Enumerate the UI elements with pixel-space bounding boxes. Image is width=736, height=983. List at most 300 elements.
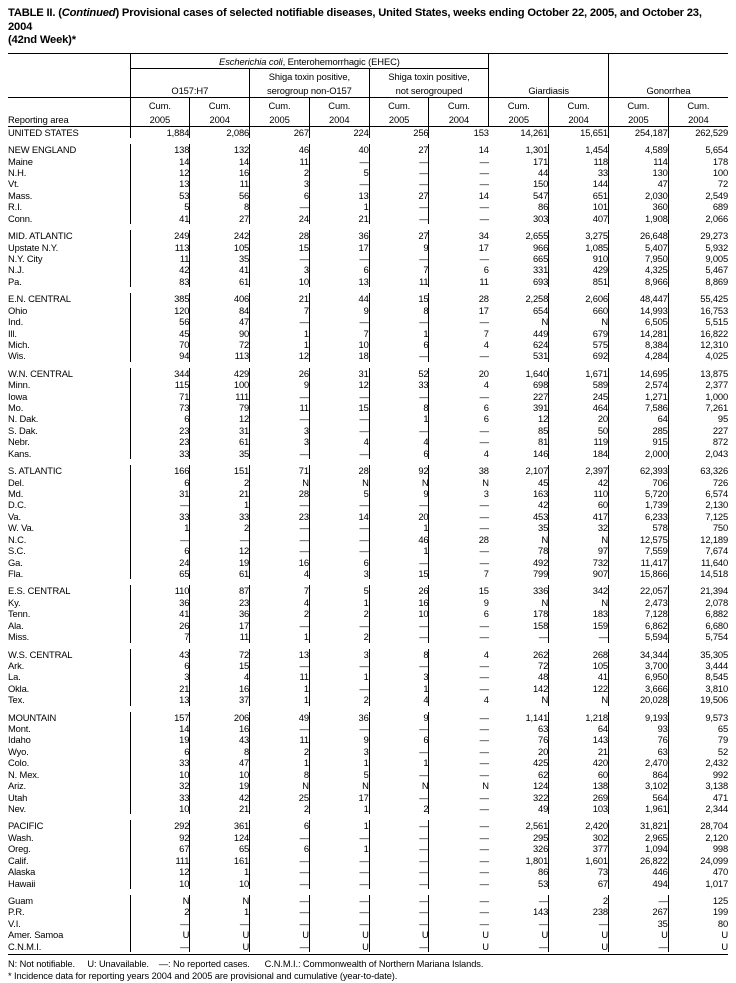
data-cell: 9,005 [668, 253, 728, 264]
row-area-label: Ariz. [8, 780, 27, 792]
row-area-label: N.H. [8, 167, 27, 179]
row-area-label: La. [8, 671, 21, 683]
table-row [8, 534, 728, 545]
data-cell: 1,884 [130, 126, 190, 138]
row-area-label: Vt. [8, 178, 20, 190]
data-cell: 706 [608, 477, 668, 488]
data-cell: 915 [608, 436, 668, 447]
data-cell: 6 [369, 734, 429, 745]
data-cell: 578 [608, 522, 668, 533]
page-title [8, 7, 728, 48]
table-row [8, 723, 728, 734]
table-row [8, 425, 728, 436]
data-cell: 2,258 [525, 293, 549, 305]
data-cell: 6 [429, 402, 489, 413]
row-area-label: Mont. [8, 723, 31, 735]
data-cell: 4 [369, 694, 429, 705]
data-cell: 63 [538, 723, 549, 735]
data-cell: — [309, 425, 369, 436]
data-cell: 15 [309, 402, 369, 413]
data-cell: — [309, 534, 369, 545]
row-area-label: Tenn. [8, 608, 31, 620]
data-cell: 151 [190, 465, 250, 476]
header-year-6: 2004 [429, 112, 489, 127]
table-row [8, 350, 728, 361]
data-cell: 36 [130, 597, 190, 608]
data-cell: 25 [250, 792, 310, 803]
table-row [8, 316, 728, 327]
row-area-label: Mass. [8, 189, 33, 201]
data-cell: — [429, 712, 489, 723]
data-cell: — [429, 757, 489, 768]
data-cell: — [429, 895, 489, 906]
data-cell: 11 [429, 276, 489, 287]
data-cell: 267 [250, 126, 310, 138]
table-row [8, 820, 728, 831]
row-area-label: Alaska [8, 866, 36, 878]
data-cell: 86 [538, 201, 549, 213]
data-cell: 6,950 [608, 671, 668, 682]
data-cell: 44 [538, 167, 549, 179]
data-cell: 302 [549, 832, 609, 843]
data-cell: 8,384 [608, 339, 668, 350]
data-cell: 6 [429, 264, 489, 275]
data-cell: U [250, 929, 310, 940]
data-cell: 14 [130, 723, 190, 734]
data-cell: 1,271 [608, 391, 668, 402]
data-cell: 28,704 [668, 820, 728, 831]
data-cell: 41 [190, 264, 250, 275]
data-cell: U [309, 929, 369, 940]
data-cell: 111 [190, 391, 250, 402]
table-row [8, 499, 728, 510]
data-cell: 10 [130, 769, 190, 780]
data-cell: 11 [369, 276, 429, 287]
data-cell: 9 [429, 597, 489, 608]
title-prefix: TABLE II. ( [8, 7, 62, 19]
data-cell: 224 [309, 126, 369, 138]
table-row [8, 941, 728, 952]
data-cell: 72 [668, 178, 728, 189]
data-cell: 665 [532, 253, 549, 264]
data-cell: 13 [250, 649, 310, 660]
data-cell: 86 [538, 866, 549, 878]
data-cell: 15 [369, 568, 429, 579]
table-row [8, 906, 728, 917]
data-cell: N [541, 596, 549, 608]
data-cell: 33 [130, 511, 190, 522]
data-cell: 1,218 [549, 712, 609, 723]
header-cum-8: Cum. [549, 97, 609, 112]
data-cell: 11 [250, 402, 310, 413]
data-cell: — [369, 895, 429, 906]
data-cell: 693 [532, 275, 549, 287]
data-cell: 13,875 [668, 368, 728, 379]
data-cell: 124 [190, 832, 250, 843]
data-cell: — [369, 557, 429, 568]
data-cell: 1 [369, 328, 429, 339]
table-row [8, 929, 728, 940]
data-cell: — [538, 917, 549, 929]
data-cell: 1,094 [608, 843, 668, 854]
data-cell: 6,574 [668, 488, 728, 499]
data-cell: 726 [668, 477, 728, 488]
data-cell: 6,882 [668, 608, 728, 619]
data-cell: 31 [130, 488, 190, 499]
data-cell: 31,821 [608, 820, 668, 831]
data-cell: 72 [538, 659, 549, 671]
header-year-10: 2004 [668, 112, 728, 127]
data-cell: 3 [309, 568, 369, 579]
row-area-label: Nev. [8, 802, 26, 814]
data-cell: — [429, 620, 489, 631]
data-cell: 654 [532, 304, 549, 316]
data-cell: 31 [309, 368, 369, 379]
data-cell: 2 [369, 803, 429, 814]
data-cell: 4 [429, 694, 489, 705]
data-cell: 28 [429, 534, 489, 545]
data-cell: 23 [130, 425, 190, 436]
table-row [8, 144, 728, 155]
data-cell: 564 [608, 792, 668, 803]
table-row [8, 448, 728, 459]
table-row [8, 379, 728, 390]
row-area-label: Guam [8, 894, 33, 906]
data-cell: 7 [429, 568, 489, 579]
data-cell: 11 [190, 631, 250, 642]
data-cell: 1,141 [525, 711, 549, 723]
data-cell: 79 [668, 734, 728, 745]
data-cell: 110 [549, 488, 609, 499]
data-cell: 36 [309, 230, 369, 241]
row-area-label: Ky. [8, 596, 21, 608]
data-cell: — [309, 253, 369, 264]
data-cell: 62,393 [608, 465, 668, 476]
data-cell: — [369, 832, 429, 843]
data-cell: 20,028 [608, 694, 668, 705]
data-cell: 6 [130, 413, 190, 424]
data-cell: 227 [668, 425, 728, 436]
data-cell: — [309, 660, 369, 671]
data-cell: 32 [130, 780, 190, 791]
data-cell: — [369, 866, 429, 877]
row-area-label: MOUNTAIN [8, 711, 57, 723]
data-cell: 42 [538, 499, 549, 511]
data-cell: 3 [250, 178, 310, 189]
data-cell: 2 [190, 477, 250, 488]
data-cell: 21 [190, 803, 250, 814]
data-cell: 21 [190, 488, 250, 499]
data-cell: 146 [532, 447, 549, 459]
data-cell: 62 [538, 768, 549, 780]
data-cell: 429 [549, 264, 609, 275]
data-cell: 4 [250, 568, 310, 579]
data-cell: 9 [309, 305, 369, 316]
data-cell: 3 [250, 264, 310, 275]
data-cell: 110 [130, 585, 190, 596]
header-cum-6: Cum. [429, 97, 489, 112]
data-cell: 33 [130, 792, 190, 803]
data-cell: 1 [309, 201, 369, 212]
data-cell: 470 [668, 866, 728, 877]
row-area-label: Mo. [8, 402, 24, 414]
data-cell: — [429, 557, 489, 568]
data-cell: U [309, 941, 369, 952]
data-cell: 2 [250, 167, 310, 178]
data-cell: 7 [429, 328, 489, 339]
data-cell: 101 [549, 201, 609, 212]
data-cell: 8 [190, 746, 250, 757]
data-cell: 16 [190, 723, 250, 734]
data-cell: — [429, 878, 489, 889]
data-cell: — [250, 918, 310, 929]
data-cell: 1 [250, 694, 310, 705]
data-cell: 7,674 [668, 545, 728, 556]
data-cell: 2,432 [668, 757, 728, 768]
data-cell: 1,739 [608, 499, 668, 510]
data-cell: 6,862 [608, 620, 668, 631]
data-cell: U [608, 929, 668, 940]
data-cell: 12 [250, 350, 310, 361]
data-cell: N [369, 477, 429, 488]
data-cell: 28 [250, 488, 310, 499]
data-cell: 23 [130, 436, 190, 447]
data-cell: 8,869 [668, 276, 728, 287]
data-cell: 42 [130, 264, 190, 275]
row-area-label: Ind. [8, 316, 24, 328]
header-gonorrhea-line1 [608, 68, 728, 83]
table-row [8, 832, 728, 843]
data-cell: N [309, 477, 369, 488]
data-cell: 53 [130, 190, 190, 201]
data-cell: 13 [309, 190, 369, 201]
data-cell: — [309, 448, 369, 459]
data-cell: 446 [608, 866, 668, 877]
header-cum-1: Cum. [130, 97, 190, 112]
row-area-label: Utah [8, 791, 28, 803]
data-cell: 1 [369, 522, 429, 533]
data-cell: — [429, 734, 489, 745]
data-cell: 1 [369, 757, 429, 768]
footnote-unavailable: U: Unavailable. [87, 959, 149, 970]
data-cell: 14,281 [608, 328, 668, 339]
data-cell: 111 [130, 855, 190, 866]
data-cell: N [250, 780, 310, 791]
data-cell: 183 [549, 608, 609, 619]
data-cell: 851 [549, 276, 609, 287]
data-cell: 19 [130, 734, 190, 745]
header-ehec-group [130, 53, 489, 68]
data-cell: 1,908 [608, 213, 668, 224]
data-cell: 3,102 [608, 780, 668, 791]
header-cum-9: Cum. [608, 97, 668, 112]
data-cell: N [549, 534, 609, 545]
header-cum-5: Cum. [369, 97, 429, 112]
data-cell: 2,030 [608, 190, 668, 201]
data-cell: — [429, 350, 489, 361]
data-cell: 6,680 [668, 620, 728, 631]
data-cell: — [429, 436, 489, 447]
data-cell: 732 [549, 557, 609, 568]
data-cell: 21 [549, 746, 609, 757]
data-cell: 2,470 [608, 757, 668, 768]
data-cell: 12 [130, 167, 190, 178]
data-cell: 26,822 [608, 855, 668, 866]
data-cell: 94 [130, 350, 190, 361]
data-cell: 7,125 [668, 511, 728, 522]
data-cell: — [429, 746, 489, 757]
data-cell: — [369, 792, 429, 803]
data-cell: 21 [250, 293, 310, 304]
data-cell: 2,377 [668, 379, 728, 390]
row-area-label: Nebr. [8, 436, 30, 448]
data-cell: 33 [549, 167, 609, 178]
data-cell: — [369, 723, 429, 734]
data-cell: 120 [130, 305, 190, 316]
data-cell: 37 [190, 694, 250, 705]
data-cell: 1 [309, 757, 369, 768]
data-cell: — [250, 832, 310, 843]
row-area-label: Wyo. [8, 745, 29, 757]
data-cell: — [549, 918, 609, 929]
data-cell: 679 [549, 328, 609, 339]
row-area-label: Ill. [8, 327, 17, 339]
header-nono157-label: serogroup non-O157 [250, 83, 370, 98]
data-cell: U [429, 929, 489, 940]
data-cell: 27 [369, 190, 429, 201]
data-cell: 114 [608, 156, 668, 167]
data-cell: 10 [309, 339, 369, 350]
data-cell: N [429, 477, 489, 488]
data-cell: 407 [549, 213, 609, 224]
data-cell: 53 [538, 877, 549, 889]
data-cell: 5 [309, 488, 369, 499]
data-cell: 80 [668, 918, 728, 929]
data-cell: — [429, 511, 489, 522]
data-cell: N [130, 895, 190, 906]
data-cell: — [369, 425, 429, 436]
data-cell: 6 [429, 608, 489, 619]
data-cell: — [309, 316, 369, 327]
row-area-label: Fla. [8, 567, 24, 579]
data-cell: 2,120 [668, 832, 728, 843]
data-cell: 268 [549, 649, 609, 660]
data-cell: — [429, 723, 489, 734]
data-cell: 2,606 [549, 293, 609, 304]
table-row [8, 465, 728, 476]
data-cell: 1,454 [549, 144, 609, 155]
table-row [8, 792, 728, 803]
data-cell: 73 [549, 866, 609, 877]
data-cell: — [369, 820, 429, 831]
data-cell: 48 [538, 671, 549, 683]
title-suffix: ) Provisional cases of selected notifiable diseases, United States, weeks ending October 22, 2005, and October 23, 2004 [8, 7, 702, 33]
row-area-label: Ohio [8, 304, 28, 316]
row-area-label: Wash. [8, 831, 34, 843]
data-cell: 100 [668, 167, 728, 178]
data-cell: 7 [250, 585, 310, 596]
data-cell: 124 [532, 780, 549, 792]
data-cell: 9 [369, 242, 429, 253]
data-cell: 67 [549, 878, 609, 889]
data-cell: — [250, 723, 310, 734]
table-row [8, 276, 728, 287]
data-cell: N [541, 316, 549, 328]
data-cell: 6 [250, 820, 310, 831]
row-area-label: Md. [8, 488, 24, 500]
data-cell: 285 [608, 425, 668, 436]
data-cell: 575 [549, 339, 609, 350]
data-cell: 429 [190, 368, 250, 379]
data-cell: 10 [369, 608, 429, 619]
data-cell: 64 [549, 723, 609, 734]
data-cell: — [429, 425, 489, 436]
data-cell: 12 [538, 413, 549, 425]
data-cell: — [309, 723, 369, 734]
data-cell: 1 [369, 683, 429, 694]
data-cell: 2,473 [608, 597, 668, 608]
data-cell: 245 [549, 391, 609, 402]
table-row [8, 488, 728, 499]
table-row [8, 843, 728, 854]
data-cell: 60 [549, 769, 609, 780]
data-cell: — [538, 894, 549, 906]
data-cell: 6 [130, 746, 190, 757]
data-cell: 660 [549, 305, 609, 316]
data-cell: 3 [309, 649, 369, 660]
data-cell: 8,545 [668, 671, 728, 682]
data-cell: 3 [429, 488, 489, 499]
row-area-label: V.I. [8, 917, 21, 929]
data-cell: 26,648 [608, 230, 668, 241]
header-row-subgroup-1 [8, 68, 728, 83]
data-cell: N [541, 533, 549, 545]
data-cell: 35 [608, 918, 668, 929]
data-cell: 2 [190, 522, 250, 533]
data-cell: 12 [130, 866, 190, 877]
table-body [8, 126, 728, 952]
data-cell: 38 [429, 465, 489, 476]
data-cell: 5 [309, 769, 369, 780]
data-cell: N [369, 780, 429, 791]
data-cell: — [369, 499, 429, 510]
data-cell: 32 [549, 522, 609, 533]
header-cum-4: Cum. [309, 97, 369, 112]
data-cell: 2,043 [668, 448, 728, 459]
data-cell: 35 [190, 253, 250, 264]
data-cell: — [309, 499, 369, 510]
data-cell: — [309, 832, 369, 843]
footnote-cnmi: C.N.M.I.: Commonwealth of Northern Mariana Islands. [264, 959, 484, 970]
data-cell: 16 [190, 167, 250, 178]
data-cell: — [250, 906, 310, 917]
data-cell: — [429, 522, 489, 533]
table-row [8, 608, 728, 619]
data-cell: 242 [190, 230, 250, 241]
data-cell: 322 [532, 791, 549, 803]
data-cell: 43 [190, 734, 250, 745]
row-area-label: Iowa [8, 390, 28, 402]
data-cell: 33 [130, 448, 190, 459]
row-area-label: Upstate N.Y. [8, 241, 59, 253]
data-cell: 13 [130, 694, 190, 705]
data-cell: — [250, 499, 310, 510]
data-cell: 2,066 [668, 213, 728, 224]
data-cell: 992 [668, 769, 728, 780]
data-cell: — [369, 906, 429, 917]
data-cell: 7,586 [608, 402, 668, 413]
data-cell: 11 [190, 178, 250, 189]
